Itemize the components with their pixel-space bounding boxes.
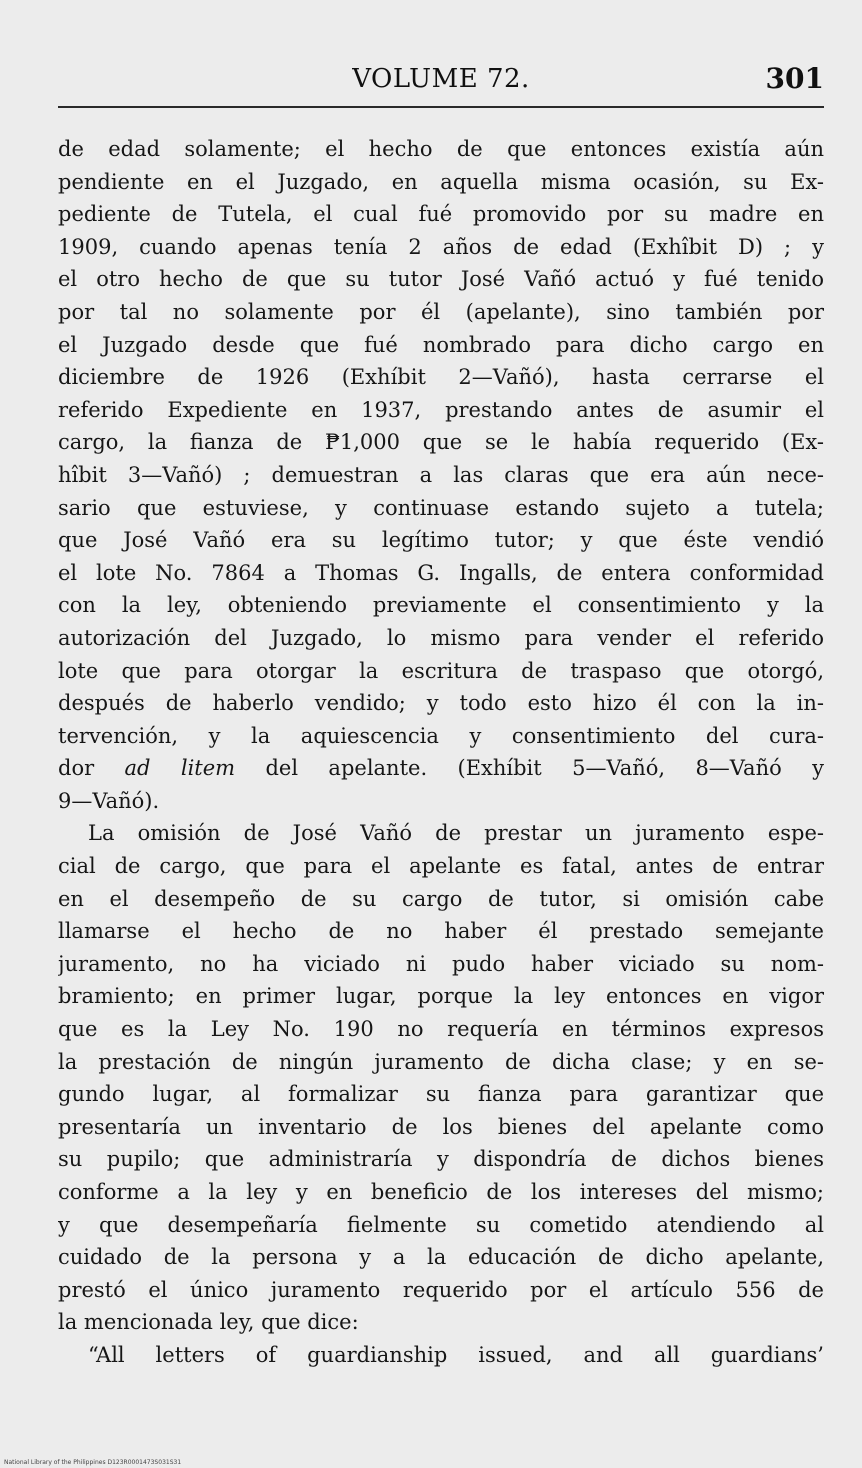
paragraph-end-line: 9—Vañó).	[58, 788, 160, 813]
header-rule	[58, 106, 824, 108]
text-line: llamarse el hecho de no haber él prestado semejante	[58, 919, 824, 944]
text-line: de edad solamente; el hecho de que entonces existía aún	[58, 137, 824, 161]
text-line: autorización del Juzgado, lo mismo para vender el referido	[58, 625, 824, 650]
text-line: cargo, la fianza de ₱1,000 que se le había requerido (Ex-	[58, 430, 824, 455]
body-text	[58, 133, 824, 1372]
text-line: la prestación de ningún juramento de dicha clase; y en se-	[58, 1049, 824, 1074]
text-line: conforme a la ley y en beneficio de los intereses del mismo;	[58, 1180, 824, 1204]
text-line: y que desempeñaría fielmente su cometido atendiendo al	[58, 1212, 824, 1237]
quote-start-line: “All letters of guardianship issued, and all guardians’	[88, 1342, 824, 1367]
text-line: pediente de Tutela, el cual fué promovido por su madre en	[58, 202, 824, 227]
text-line: que José Vañó era su legítimo tutor; y que éste vendió	[58, 528, 824, 553]
text-line: tervención, y la aquiescencia y consentimiento del cura-	[58, 723, 824, 748]
page-number: 301	[765, 62, 824, 95]
text-line: en el desempeño de su cargo de tutor, si omisión cabe	[58, 886, 824, 911]
text-line: prestó el único juramento requerido por el artículo 556 de	[58, 1277, 824, 1302]
text-line: presentaría un inventario de los bienes del apelante como	[58, 1114, 824, 1139]
text-line: el otro hecho de que su tutor José Vañó actuó y fué tenido	[58, 267, 824, 292]
text-line: después de haberlo vendido; y todo esto hizo él con la in-	[58, 691, 824, 716]
text-fragment: del apelante. (Exhíbit 5—Vañó, 8—Vañó y	[235, 756, 824, 781]
text-line-ad-litem	[58, 752, 824, 785]
text-line: bramiento; en primer lugar, porque la ley entonces en vigor	[58, 984, 824, 1009]
text-line: diciembre de 1926 (Exhíbit 2—Vañó), hasta cerrarse el	[58, 365, 824, 390]
text-line: 1909, cuando apenas tenía 2 años de edad (Exhîbit D) ; y	[58, 234, 824, 259]
text-line: referido Expediente en 1937, prestando antes de asumir el	[58, 397, 824, 422]
text-line: pendiente en el Juzgado, en aquella misma ocasión, su Ex-	[58, 169, 824, 194]
paragraph-end-line: la mencionada ley, que dice:	[58, 1310, 359, 1335]
text-line: hîbit 3—Vañó) ; demuestran a las claras que era aún nece-	[58, 462, 824, 487]
text-line: sario que estuviese, y continuase estando sujeto a tutela;	[58, 495, 824, 520]
text-line: gundo lugar, al formalizar su fianza para garantizar que	[58, 1082, 824, 1107]
text-line: por tal no solamente por él (apelante), sino también por	[58, 299, 824, 324]
text-line: con la ley, obteniendo previamente el consentimiento y la	[58, 593, 824, 618]
text-line: cuidado de la persona y a la educación de dicho apelante,	[58, 1245, 824, 1270]
text-line: juramento, no ha viciado ni pudo haber viciado su nom-	[58, 951, 824, 976]
running-head: VOLUME 72.	[352, 64, 530, 94]
text-line: lote que para otorgar la escritura de traspaso que otorgó,	[58, 658, 824, 683]
text-line: que es la Ley No. 190 no requería en términos expresos	[58, 1017, 824, 1042]
library-credit: National Library of the Philippines D123R0001473S031S31	[4, 1459, 182, 1466]
italic-ad-litem: ad litem	[124, 756, 236, 781]
text-fragment: dor	[58, 756, 125, 781]
paragraph-start-line: La omisión de José Vañó de prestar un juramento espe-	[88, 821, 824, 846]
text-line: el lote No. 7864 a Thomas G. Ingalls, de entera conformidad	[58, 560, 824, 585]
page-header	[58, 62, 824, 104]
text-line: su pupilo; que administraría y dispondría de dichos bienes	[58, 1147, 824, 1172]
text-line: cial de cargo, que para el apelante es fatal, antes de entrar	[58, 854, 824, 879]
text-line: el Juzgado desde que fué nombrado para dicho cargo en	[58, 332, 824, 357]
